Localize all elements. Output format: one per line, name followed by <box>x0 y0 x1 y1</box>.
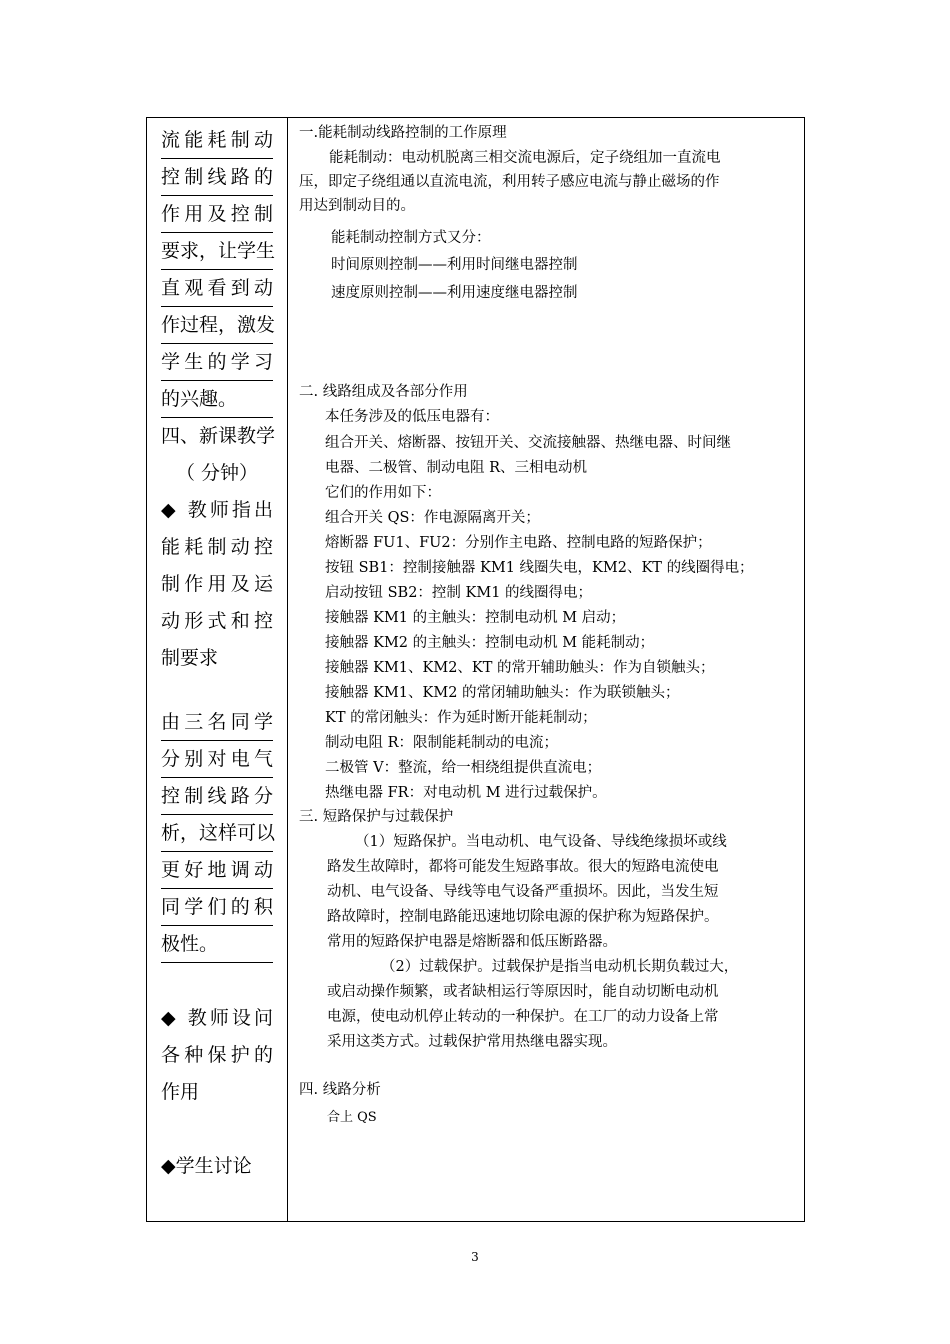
devices-line: 电器、二极管、制动电阻 R、三相电动机 <box>325 460 588 476</box>
function-line: 组合开关 QS：作电源隔离开关； <box>325 510 540 526</box>
teacher-note-line: 制作用及运 <box>161 573 273 595</box>
function-line: 接触器 KM2 的主触头：控制电动机 M 能耗制动； <box>325 635 655 651</box>
teacher-note-line: 作用 <box>161 1081 200 1103</box>
function-line: 接触器 KM1、KM2、KT 的常开辅助触头：作为自锁触头； <box>325 660 715 676</box>
teacher-note-line: 各种保护的 <box>161 1044 273 1066</box>
mode-line: 时间原则控制——利用时间继电器控制 <box>331 257 578 273</box>
left-line: 控制线路的 <box>161 159 273 196</box>
function-line: 二极管 V：整流，给一相绕组提供直流电； <box>325 760 602 776</box>
devices-intro: 本任务涉及的低压电器有： <box>325 409 499 425</box>
analysis-line: 合上 QS <box>327 1110 377 1125</box>
left-line: 极性。 <box>161 926 273 963</box>
left-line: 分别对电气 <box>161 741 273 778</box>
mode-line: 速度原则控制——利用速度继电器控制 <box>331 285 578 301</box>
paragraph-line: 或启动操作频繁，或者缺相运行等原因时，能自动切断电动机 <box>327 984 719 1000</box>
function-line: 按钮 SB1：控制接触器 KM1 线圈失电，KM2、KT 的线圈得电； <box>325 560 754 576</box>
section1-title: 一.能耗制动线路控制的工作原理 <box>299 125 507 141</box>
functions-intro: 它们的作用如下： <box>325 485 441 501</box>
paragraph-line: 用达到制动目的。 <box>299 198 415 214</box>
left-line: 流能耗制动 <box>161 122 273 159</box>
paragraph-line: 路发生故障时，都将可能发生短路事故。很大的短路电流使电 <box>327 859 719 875</box>
section2-title: 二. 线路组成及各部分作用 <box>299 384 468 400</box>
function-line: 制动电阻 R：限制能耗制动的电流； <box>325 735 559 751</box>
left-line: 作用及控制 <box>161 196 273 233</box>
paragraph-line: 能耗制动：电动机脱离三相交流电源后，定子绕组加一直流电 <box>329 150 721 166</box>
paragraph-line: 压，即定子绕组通以直流电流，利用转子感应电流与静止磁场的作 <box>299 174 720 190</box>
function-line: 接触器 KM1、KM2 的常闭辅助触头：作为联锁触头； <box>325 685 680 701</box>
page-number: 3 <box>471 1250 479 1264</box>
teacher-note-line: ◆ 教师指出 <box>161 499 273 521</box>
column-divider <box>287 118 288 1221</box>
left-line: 的兴趣。 <box>161 381 273 418</box>
function-line: 接触器 KM1 的主触头：控制电动机 M 启动； <box>325 610 626 626</box>
paragraph-line: （1）短路保护。当电动机、电气设备、导线绝缘损坏或线 <box>355 834 727 850</box>
left-line: 同学们的积 <box>161 889 273 926</box>
left-line: 要求，让学生 <box>161 233 273 270</box>
paragraph-line: （2）过载保护。过载保护是指当电动机长期负载过大， <box>381 959 739 975</box>
left-line: 析，这样可以 <box>161 815 273 852</box>
left-line: 控制线路分 <box>161 778 273 815</box>
student-note: ◆学生讨论 <box>161 1155 252 1177</box>
left-line: 学生的学习 <box>161 344 273 381</box>
paragraph-line: 动机、电气设备、导线等电气设备严重损坏。因此，当发生短 <box>327 884 719 900</box>
left-line: 由三名同学 <box>161 704 273 741</box>
devices-line: 组合开关、熔断器、按钮开关、交流接触器、热继电器、时间继 <box>325 435 731 451</box>
function-line: KT 的常闭触头：作为延时断开能耗制动； <box>325 710 597 726</box>
left-column <box>161 122 276 1185</box>
left-line: 作过程，激发 <box>161 307 273 344</box>
left-line: 直观看到动 <box>161 270 273 307</box>
left-line: 更好地调动 <box>161 852 273 889</box>
teacher-note-line: 能耗制动控 <box>161 536 273 558</box>
paragraph-line: 路故障时，控制电路能迅速地切除电源的保护称为短路保护。 <box>327 909 719 925</box>
function-line: 熔断器 FU1、FU2：分别作主电路、控制电路的短路保护； <box>325 535 712 551</box>
paragraph-line: 电源，使电动机停止转动的一种保护。在工厂的动力设备上常 <box>327 1009 719 1025</box>
lesson-table <box>146 117 805 1222</box>
paragraph-line: 常用的短路保护电器是熔断器和低压断路器。 <box>327 934 617 950</box>
paragraph-line: 采用这类方式。过载保护常用热继电器实现。 <box>327 1034 617 1050</box>
function-line: 启动按钮 SB2：控制 KM1 的线圈得电； <box>325 585 593 601</box>
section3-title: 三. 短路保护与过载保护 <box>299 809 454 825</box>
modes-title: 能耗制动控制方式又分： <box>331 230 491 246</box>
section4-title: 四、新课教学 <box>161 425 276 447</box>
teacher-note-line: ◆ 教师设问 <box>161 1007 273 1029</box>
teacher-note-line: 制要求 <box>161 647 219 669</box>
section4-time: （ 分钟） <box>175 462 259 484</box>
function-line: 热继电器 FR：对电动机 M 进行过载保护。 <box>325 785 607 801</box>
teacher-note-line: 动形式和控 <box>161 610 273 632</box>
section4-title-right: 四. 线路分析 <box>299 1082 381 1098</box>
